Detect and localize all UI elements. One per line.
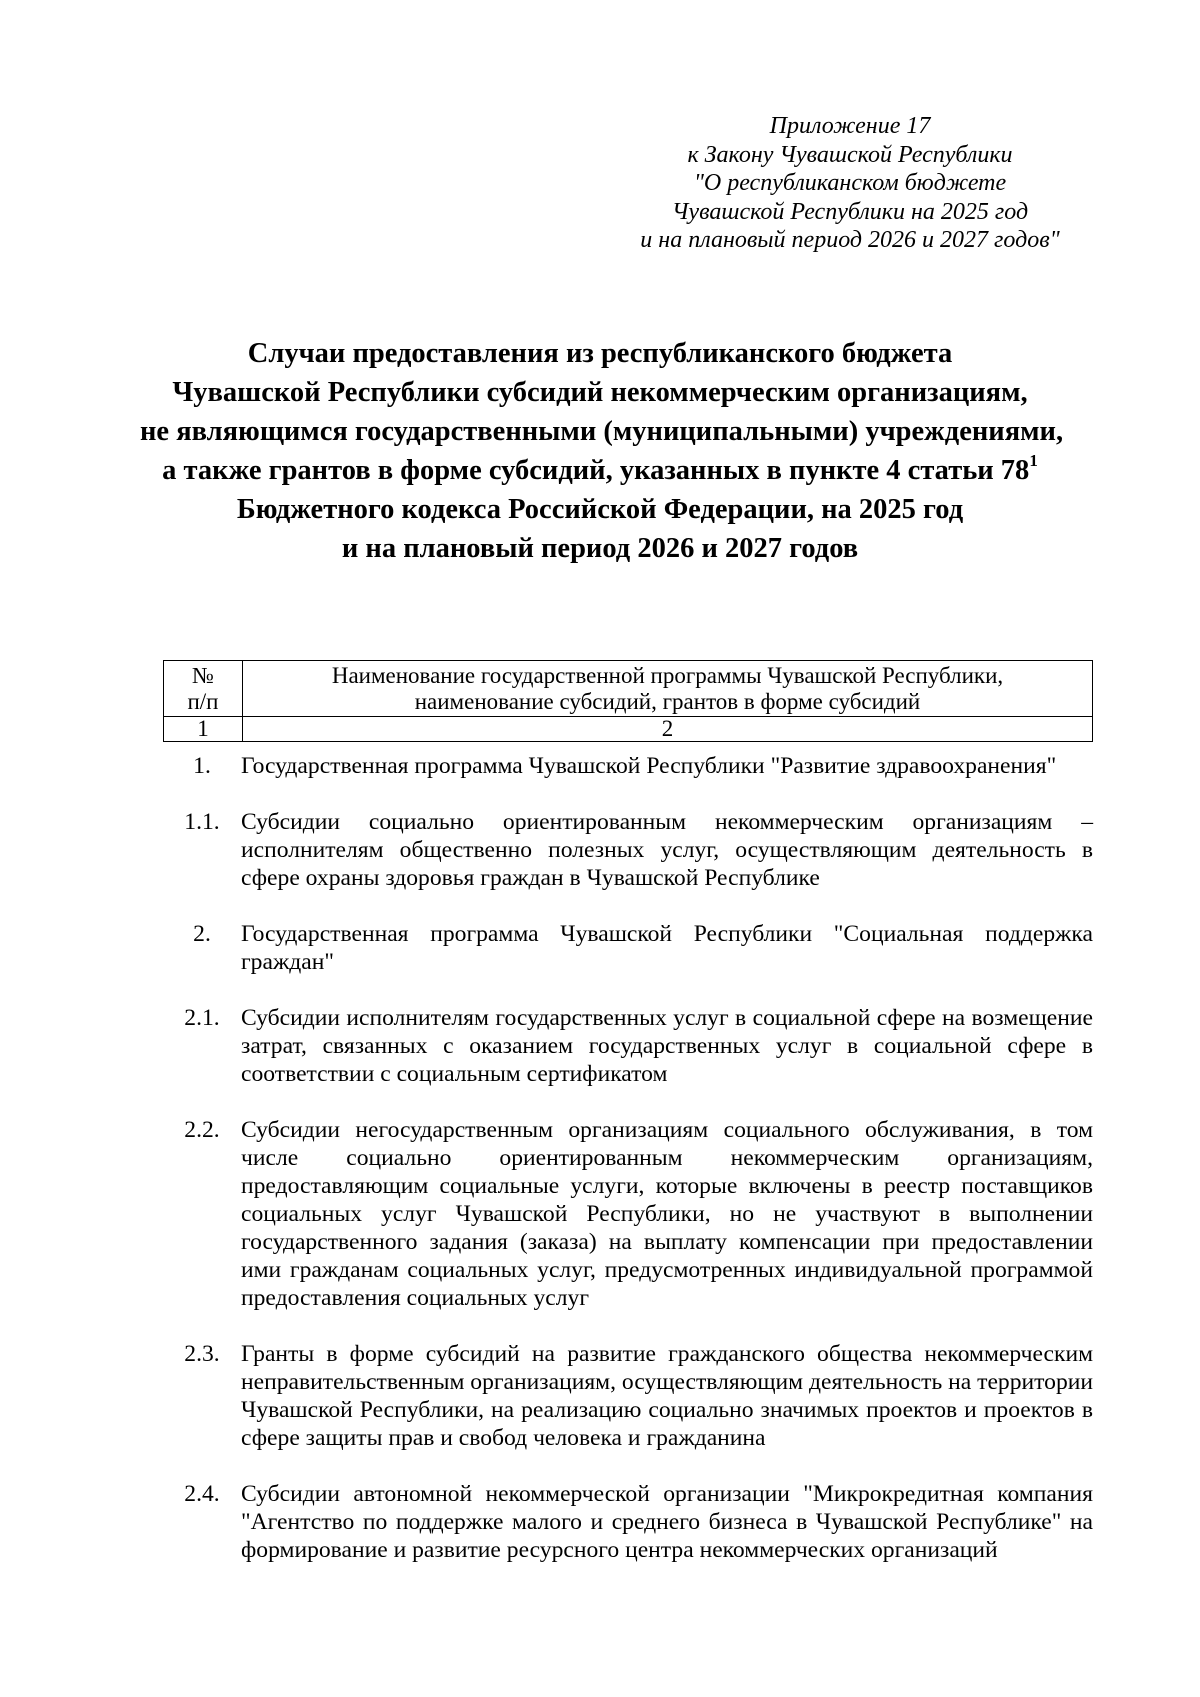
table-body [163,752,1093,1564]
table-row [163,1340,1093,1452]
header-number-cell [164,661,243,717]
table-row [163,1004,1093,1088]
row-text: Государственная программа Чувашской Республики "Развитие здравоохранения" [241,753,1057,779]
title-line: и на плановый период 2026 и 2027 годов [341,533,859,564]
title-line: Чувашской Республики субсидий некоммерческим организациям, [172,377,1028,408]
title-line [140,451,1060,490]
title-superscript: 1 [1029,451,1038,470]
table-header-row [164,661,1093,717]
row-text: Субсидии негосударственным организациям социального обслуживания, в том числе социально ориентированным некоммерческим организациям, предоставляющим социальные услуги, которые включены в реестр поставщиков социальных услуг Чувашской Республики, но не участвуют в выполнении государственного задания (заказа) на выплату компенсации при предоставлении ими гражданам социальных услуг, предусмотренных индивидуальной программой предоставления социальных услуг [241,1117,1093,1311]
row-number: 2.1. [184,1005,220,1031]
appendix-line: Чувашской Республики на 2025 год [671,198,1029,225]
table-row [163,1116,1093,1312]
table-header [163,660,1093,742]
title-line: не являющимся государственными (муниципальными) учреждениями, [140,416,1064,447]
title-line: Бюджетного кодекса Российской Федерации, на 2025 год [236,494,964,525]
row-number: 2.2. [184,1117,220,1143]
document-title [140,334,1064,568]
appendix-line: и на плановый период 2026 и 2027 годов" [640,227,1060,253]
table-row [163,920,1093,976]
row-number: 2.4. [184,1481,220,1507]
appendix-line: к Закону Чувашской Республики [687,141,1013,168]
appendix-header [560,112,1140,255]
row-text: Субсидии социально ориентированным некоммерческим организациям – исполнителям общественно полезных услуг, осуществляющим деятельность в сфере охраны здоровья граждан в Чувашской Республике [241,809,1093,891]
title-line: Случаи предоставления из республиканского бюджета [247,338,953,369]
header-number-label: № [192,662,214,688]
table-row [163,1480,1093,1564]
header-name-line: Наименование государственной программы Чувашской Республики, [331,662,1004,688]
header-name-cell [243,661,1093,717]
table-row [163,752,1093,780]
appendix-line: Приложение 17 [769,113,931,139]
row-text: Субсидии автономной некоммерческой организации "Микрокредитная компания "Агентство по поддержке малого и среднего бизнеса в Чувашской Республике" на формирование и развитие ресурсного центра некоммерческих организаций [241,1481,1093,1563]
row-number: 1.1. [184,809,220,835]
column-number-row [164,717,1093,742]
column-number-cell: 2 [243,717,1093,742]
row-number: 2. [193,921,211,947]
row-text: Государственная программа Чувашской Республики "Социальная поддержка граждан" [241,921,1093,975]
table-row [163,808,1093,892]
appendix-line: "О республиканском бюджете [693,170,1007,196]
header-name-line: наименование субсидий, грантов в форме субсидий [414,688,921,714]
column-number-cell: 1 [164,717,243,742]
row-text: Гранты в форме субсидий на развитие гражданского общества некоммерческим неправительственным организациям, осуществляющим деятельность на территории Чувашской Республики, на реализацию социально значимых проектов и проектов в сфере защиты прав и свобод человека и гражданина [241,1341,1093,1451]
title-line-text: а также грантов в форме субсидий, указанных в пункте 4 статьи 78 [162,455,1030,486]
row-number: 1. [193,753,211,779]
row-text: Субсидии исполнителям государственных услуг в социальной сфере на возмещение затрат, связанных с оказанием государственных услуг в социальной сфере в соответствии с социальным сертификатом [241,1005,1093,1087]
header-number-sublabel: п/п [187,688,219,714]
row-number: 2.3. [184,1341,220,1367]
